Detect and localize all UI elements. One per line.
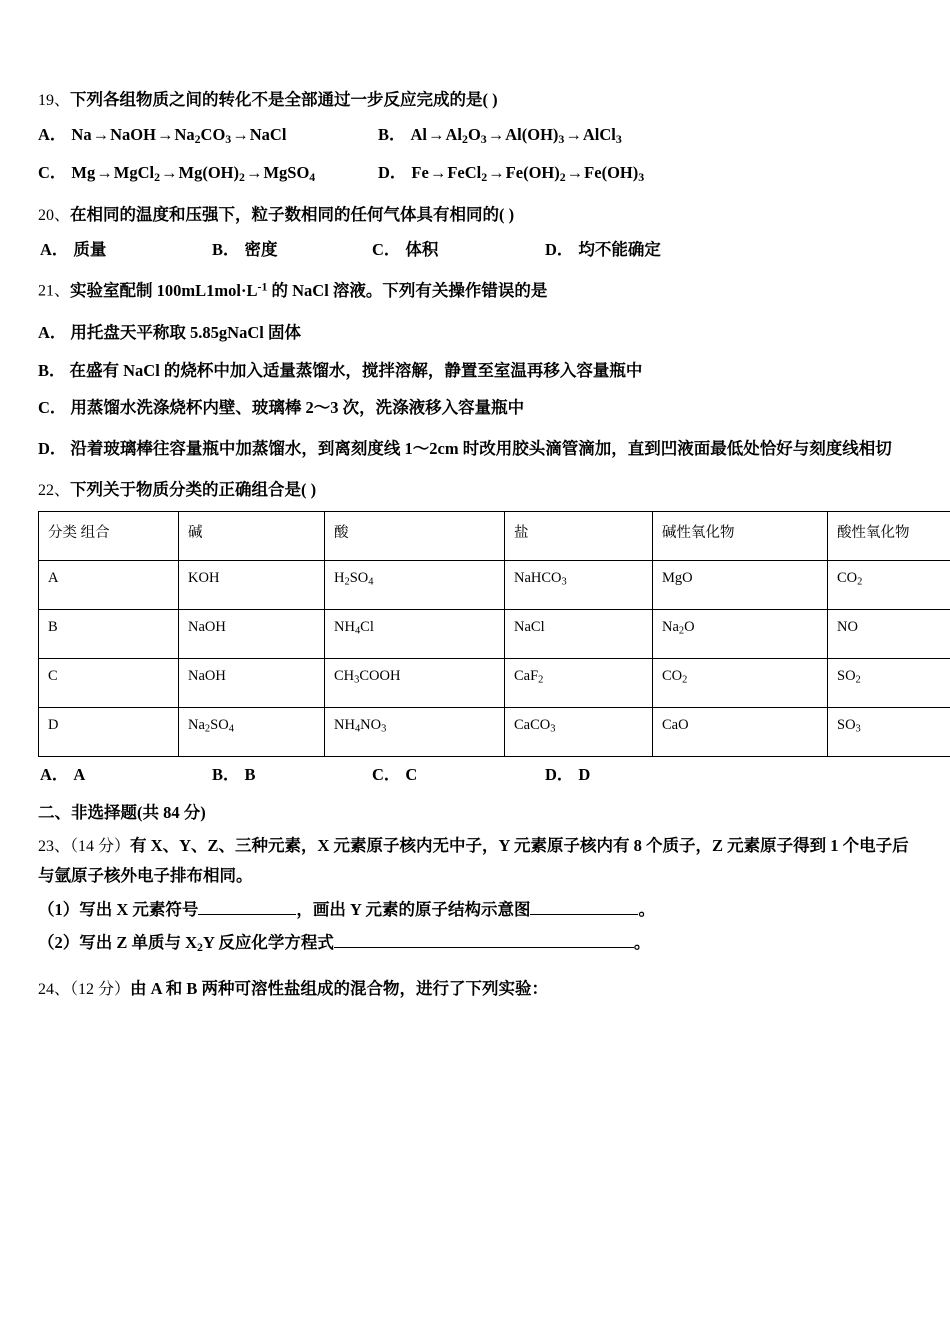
question-20-option-c[interactable] bbox=[372, 236, 438, 260]
question-21-option-d[interactable] bbox=[38, 434, 910, 465]
question-19-options-row-1 bbox=[38, 121, 910, 151]
option-text: 用蒸馏水洗涤烧杯内壁、玻璃棒 2～3 次，洗涤液移入容量瓶中 bbox=[70, 398, 525, 418]
option-label: A． bbox=[38, 125, 67, 145]
cell-group: B bbox=[39, 609, 179, 658]
table-row bbox=[39, 560, 950, 609]
option-text: 密度 bbox=[244, 240, 278, 260]
option-text: A bbox=[73, 764, 86, 784]
cell-group: C bbox=[39, 658, 179, 707]
question-21-option-c[interactable] bbox=[38, 396, 910, 421]
table-header-group: 分类 组合 bbox=[39, 511, 179, 560]
table-row bbox=[39, 609, 950, 658]
question-19-stem: 下列各组物质之间的转化不是全部通过一步反应完成的是( ) bbox=[70, 90, 498, 109]
question-22-option-a[interactable] bbox=[40, 761, 85, 785]
question-24-number: 24、 bbox=[38, 980, 71, 998]
question-21-stem-line bbox=[38, 278, 910, 303]
question-20-option-b[interactable] bbox=[212, 236, 278, 260]
option-label: D． bbox=[545, 240, 574, 260]
option-text: $Mg\to MgCl_2\to Mg(OH)_2\to MgSO_4$ bbox=[71, 163, 316, 185]
option-text: $Al\to Al_2O_3\to Al(OH)_3\to AlCl_3$ bbox=[410, 125, 622, 147]
question-19-option-c[interactable] bbox=[38, 159, 315, 185]
option-label: B． bbox=[212, 764, 240, 784]
option-label: C． bbox=[372, 240, 401, 260]
cell-acidic-oxide: NO bbox=[828, 609, 950, 658]
cell-acid: $NH_4Cl$ bbox=[325, 609, 505, 658]
question-23-number: 23、 bbox=[38, 837, 71, 855]
question-23-subpart-2 bbox=[38, 931, 910, 957]
question-23-subpart-1 bbox=[38, 898, 910, 923]
question-24-score: （12 分） bbox=[70, 980, 131, 998]
cell-base: NaOH bbox=[179, 658, 325, 707]
cell-group: A bbox=[39, 560, 179, 609]
subpart-text-before: 写出 X 元素符号 bbox=[79, 899, 199, 919]
cell-base: KOH bbox=[179, 560, 325, 609]
question-24-stem-line bbox=[38, 977, 910, 1002]
option-text: 在盛有 NaCl 的烧杯中加入适量蒸馏水，搅拌溶解，静置至室温再移入容量瓶中 bbox=[69, 360, 643, 380]
question-21-stem: 实验室配制 $100mL1mol\cdot L^{-1}$ 的 NaCl 溶液。下列有关操作错误的是 bbox=[70, 279, 548, 300]
option-label: A． bbox=[40, 240, 69, 260]
table-header-acid: 酸 bbox=[325, 511, 505, 560]
question-19-option-a[interactable] bbox=[38, 121, 286, 147]
question-21-option-b[interactable] bbox=[38, 359, 910, 384]
question-20-options-row bbox=[38, 236, 910, 266]
question-20-option-a[interactable] bbox=[40, 236, 106, 260]
question-19-option-d[interactable] bbox=[378, 159, 644, 185]
subpart-text-after: 。 bbox=[633, 932, 651, 952]
table-row bbox=[39, 707, 950, 756]
cell-group: D bbox=[39, 707, 179, 756]
cell-basic-oxide: $Na_2O$ bbox=[653, 609, 828, 658]
classification-table bbox=[38, 511, 950, 757]
cell-salt: NaCl bbox=[505, 609, 653, 658]
question-23-stem: 有 X、Y、Z、三种元素，X 元素原子核内无中子，Y 元素原子核内有 8 个质子，Z 元素原子得到 1 个电子后与氩原子核外电子排布相同。 bbox=[38, 835, 909, 886]
question-22-number: 22、 bbox=[38, 481, 71, 499]
option-text: 用托盘天平称取 5.85gNaCl 固体 bbox=[70, 322, 301, 342]
option-label: D． bbox=[38, 439, 67, 459]
question-19-options-row-2 bbox=[38, 159, 910, 189]
option-label: D． bbox=[545, 764, 574, 784]
cell-salt: CaF$_2$ bbox=[505, 658, 653, 707]
subpart-text-after: 。 bbox=[638, 899, 655, 919]
option-label: C． bbox=[372, 764, 401, 784]
question-22-option-c[interactable] bbox=[372, 761, 417, 785]
cell-acidic-oxide: $SO_2$ bbox=[828, 658, 950, 707]
cell-acid: $NH_4NO_3$ bbox=[325, 707, 505, 756]
section-two-heading: 二、非选择题(共 84 分) bbox=[38, 802, 206, 822]
cell-acid: $H_2SO_4$ bbox=[325, 560, 505, 609]
table-header-acidic-oxide: 酸性氧化物 bbox=[828, 511, 950, 560]
table-row bbox=[39, 658, 950, 707]
cell-acid: $CH_3COOH$ bbox=[325, 658, 505, 707]
option-text: $Fe\to FeCl_2\to Fe(OH)_2\to Fe(OH)_3$ bbox=[411, 163, 645, 185]
table-header-salt: 盐 bbox=[505, 511, 653, 560]
table-header-row bbox=[39, 511, 950, 560]
question-22-option-d[interactable] bbox=[545, 761, 590, 785]
question-24-stem: 由 A 和 B 两种可溶性盐组成的混合物，进行了下列实验： bbox=[130, 978, 549, 998]
question-22-option-b[interactable] bbox=[212, 761, 256, 785]
option-text: B bbox=[244, 764, 256, 784]
cell-basic-oxide: MgO bbox=[653, 560, 828, 609]
question-22-stem: 下列关于物质分类的正确组合是( ) bbox=[70, 479, 317, 499]
option-label: B． bbox=[212, 240, 240, 260]
question-19-stem-line bbox=[38, 88, 910, 112]
subpart-label: （1） bbox=[38, 899, 80, 919]
option-label: B． bbox=[378, 125, 406, 145]
option-text: D bbox=[578, 764, 591, 784]
option-text: $Na\to NaOH\to Na_2CO_3\to NaCl$ bbox=[71, 125, 287, 147]
option-label: C． bbox=[38, 398, 67, 418]
cell-salt: CaCO$_3$ bbox=[505, 707, 653, 756]
cell-basic-oxide: CaO bbox=[653, 707, 828, 756]
answer-blank-3[interactable] bbox=[334, 947, 634, 948]
answer-blank-2[interactable] bbox=[530, 914, 638, 915]
question-20-number: 20、 bbox=[38, 207, 71, 225]
subpart-text-middle: ，画出 Y 元素的原子结构示意图 bbox=[296, 899, 531, 919]
question-23-stem-line bbox=[38, 831, 910, 892]
subpart-text-before: 写出 Z 单质与 $X_2Y$ 反应化学方程式 bbox=[79, 932, 334, 954]
question-20-option-d[interactable] bbox=[545, 236, 661, 260]
option-text: 体积 bbox=[405, 240, 439, 260]
option-text: C bbox=[405, 764, 418, 784]
question-21-option-a[interactable] bbox=[38, 321, 910, 346]
cell-acidic-oxide: $CO_2$ bbox=[828, 560, 950, 609]
answer-blank-1[interactable] bbox=[198, 914, 296, 915]
cell-basic-oxide: $CO_2$ bbox=[653, 658, 828, 707]
table-header-base: 碱 bbox=[179, 511, 325, 560]
cell-base: $Na_2SO_4$ bbox=[179, 707, 325, 756]
cell-acidic-oxide: $SO_3$ bbox=[828, 707, 950, 756]
option-label: B． bbox=[38, 360, 66, 380]
option-label: A． bbox=[40, 764, 69, 784]
question-22-options-row bbox=[38, 761, 910, 791]
question-21-number: 21、 bbox=[38, 282, 71, 300]
question-20-stem-line bbox=[38, 203, 910, 227]
option-label: C． bbox=[38, 163, 67, 183]
page-content bbox=[38, 88, 910, 1012]
subpart-label: （2） bbox=[38, 932, 80, 952]
table-header-basic-oxide: 碱性氧化物 bbox=[653, 511, 828, 560]
option-label: D． bbox=[378, 163, 407, 183]
question-22-stem-line bbox=[38, 478, 910, 502]
cell-salt: NaHCO$_3$ bbox=[505, 560, 653, 609]
option-text: 质量 bbox=[73, 240, 107, 260]
question-23-score: （14 分） bbox=[70, 837, 131, 855]
question-19-option-b[interactable] bbox=[378, 121, 622, 147]
cell-base: NaOH bbox=[179, 609, 325, 658]
question-20-stem: 在相同的温度和压强下，粒子数相同的任何气体具有相同的( ) bbox=[70, 205, 515, 225]
option-text: 均不能确定 bbox=[578, 240, 661, 260]
option-text: 沿着玻璃棒往容量瓶中加蒸馏水，到离刻度线 1～2cm 时改用胶头滴管滴加，直到凹液面最低处恰好与刻度线相切 bbox=[70, 439, 892, 459]
option-label: A． bbox=[38, 322, 67, 342]
question-19-number: 19、 bbox=[38, 92, 71, 109]
